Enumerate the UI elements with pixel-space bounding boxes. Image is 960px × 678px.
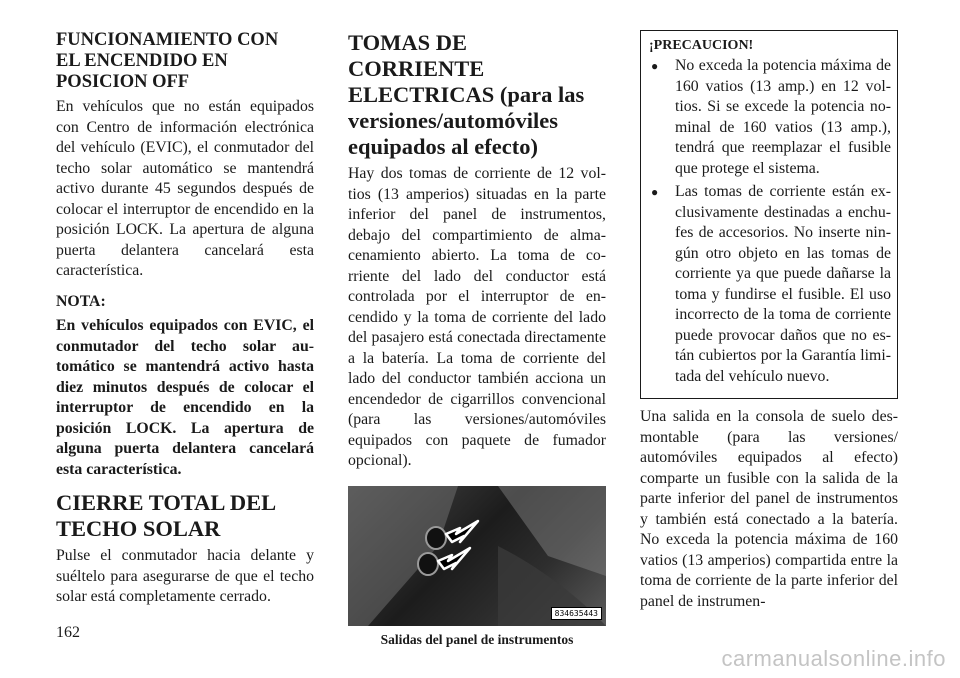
warning-item xyxy=(649,56,891,179)
warning-title: ¡PRECAUCION! xyxy=(649,38,754,53)
paragraph-funcionamiento: En vehículos que no están equipados con Centro de información electrónica del vehículo (EVIC), el conmutador del techo solar automático se mantendrá activo durante 45 segundos después de colocar el interruptor de encendido en la posición LOCK. La apertura de alguna puerta delantera cancelará esta característica. xyxy=(56,98,314,279)
heading-cierre-total: CIERRE TOTAL DEL TECHO SOLAR xyxy=(56,490,277,541)
figure-code: 834635443 xyxy=(551,607,602,620)
paragraph-tomas-corriente: Hay dos tomas de corriente de 12 voltios (13 amperios) situadas en la parte inferior del panel de instrumentos, debajo del compartimiento de almacenamiento abierto. La toma de corriente del lado del conductor está controlada por el interruptor de encendido y la toma de corriente del lado del pasajero está conectada directamente a la batería. La toma de corriente del lado del conductor también acciona un encendedor de cigarrillos convencional (para las versiones/automóviles equipados con paquete de fumador opcional). xyxy=(348,165,606,469)
heading-funcionamiento: FUNCIONAMIENTO CON EL ENCENDIDO EN POSICION OFF xyxy=(56,30,279,92)
warning-item-text: No exceda la potencia máxima de 160 vatios (13 amp.) en 12 voltios. Si se excede la potencia nominal de 160 vatios (13 amp.), tendrá que reemplazar el fusible que protege el sistema. xyxy=(675,57,891,177)
figure-caption: Salidas del panel de instrumentos xyxy=(380,631,574,647)
warning-item-text: Las tomas de corriente están exclusivamente destinadas a enchufes de accesorios. No inserte ningún otro objeto en las tomas de corriente ya que puede dañarse la toma y fundirse el fusible. El uso incorrecto de la toma de corriente puede provocar daños que no están cubiertos por la Garantía limitada del vehículo nuevo. xyxy=(675,183,891,385)
paragraph-cierre-total: Pulse el conmutador hacia delante y suéltelo para asegurarse de que el techo solar está completamente cerrado. xyxy=(56,547,314,605)
power-outlet-upper xyxy=(426,527,446,549)
column-middle xyxy=(348,30,606,648)
paragraph-consola: Una salida en la consola de suelo desmontable (para las versiones/ automóviles equipados al efecto) comparte un fusible con la salida de la parte inferior del panel de instrumentos y también está conectado a la batería. No exceda la potencia máxima de 160 vatios (13 amperios) compartida entre la toma de corriente de la parte inferior del panel de instrumen- xyxy=(640,408,898,610)
arrow-icon xyxy=(446,521,478,542)
page-number: 162 xyxy=(56,624,80,641)
nota-text: En vehículos equipados con EVIC, el conmutador del techo solar automático se mantendrá activo hasta diez minutos después de colocar el interruptor de encendido en la posición LOCK. La apertura de alguna puerta delantera cancelará esta característica. xyxy=(56,317,314,478)
bullet-dot-icon: ● xyxy=(651,185,659,199)
warning-list xyxy=(649,56,891,387)
nota-label: NOTA: xyxy=(56,292,106,310)
panel-left-surface xyxy=(348,486,458,626)
column-left xyxy=(56,30,314,618)
instrument-panel-outlets-photo xyxy=(348,486,606,626)
power-outlet-lower xyxy=(418,553,438,575)
bullet-dot-icon: ● xyxy=(651,59,659,73)
warning-item xyxy=(649,182,891,387)
watermark: carmanualsonline.info xyxy=(721,646,946,671)
heading-tomas-corriente: TOMAS DE CORRIENTE ELECTRICAS (para las versiones/automóviles equipados al efecto) xyxy=(348,30,585,159)
column-right xyxy=(640,30,898,622)
warning-box xyxy=(640,30,898,399)
arrow-icon xyxy=(438,548,470,569)
outlets-illustration xyxy=(348,486,606,626)
